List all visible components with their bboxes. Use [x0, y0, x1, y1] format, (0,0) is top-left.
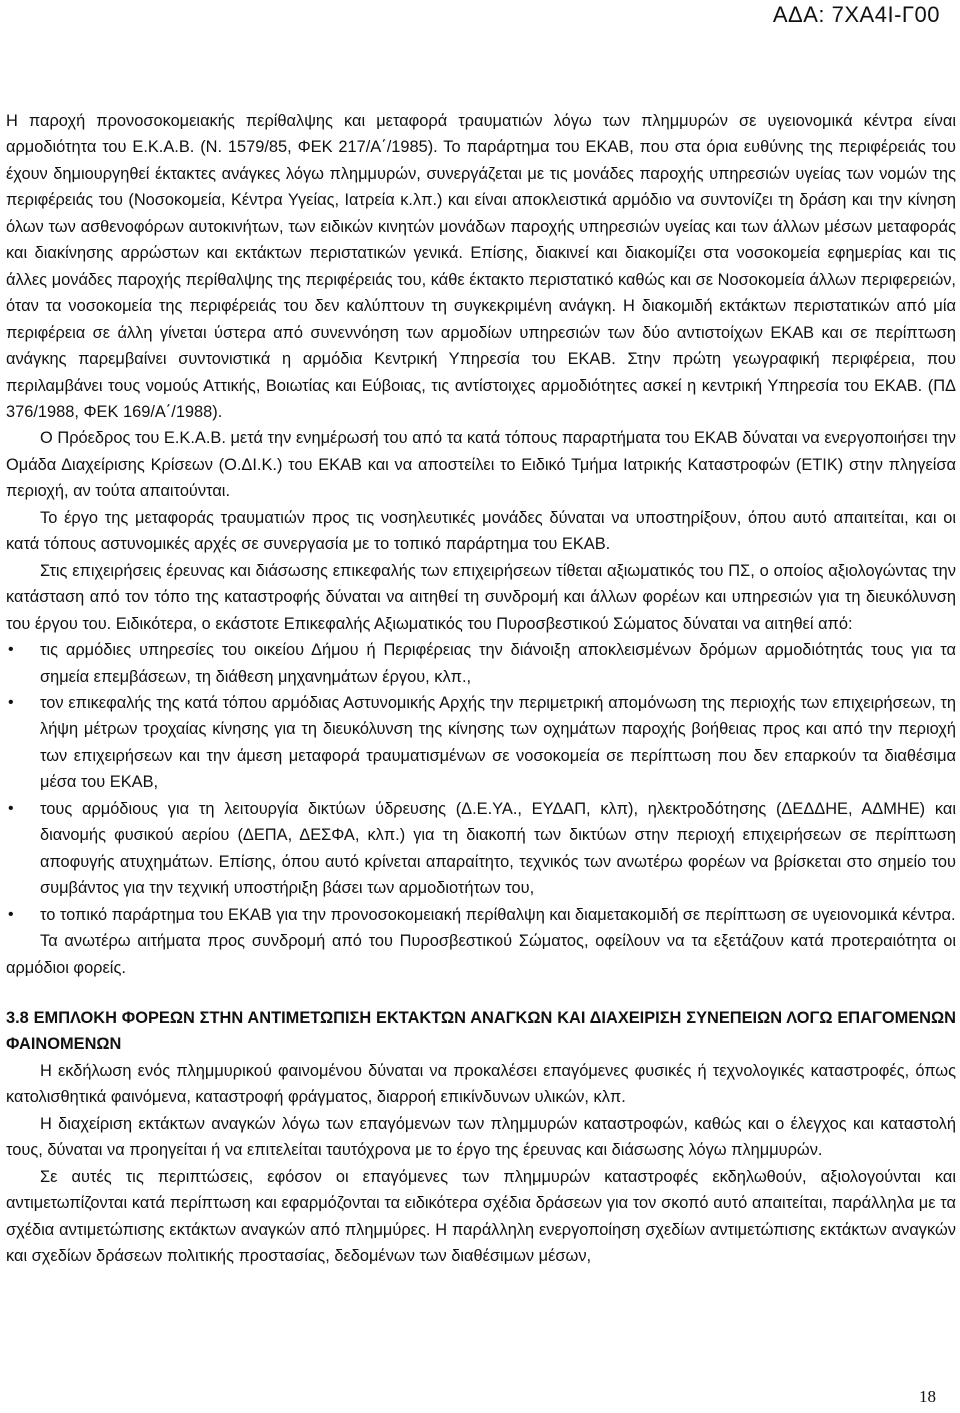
- paragraph-emergency-management: Η διαχείριση εκτάκτων αναγκών λόγω των επαγόμενων των πλημμυρών καταστροφών, καθώς και ο έλεγχος και καταστολή τους, δύναται να προηγείται ή να επιτελείται ταυτόχρονα με το έργο της έρευνας και διάσωσης λόγω πλημμυρών.: [6, 1114, 956, 1160]
- ada-code: ΑΔΑ: 7ΧΑ4Ι-Γ00: [772, 2, 940, 27]
- list-item: • τον επικεφαλής της κατά τόπου αρμόδιας Αστυνομικής Αρχής την περιμετρική απομόνωση της περιοχής των επιχειρήσεων, τη λήψη μέτρων τροχαίας κίνησης για τη διευκόλυνση της κίνησης των οχημάτων παροχής βοήθειας προς και από την περιοχή των επιχειρήσεων και την άμεση μεταφορά τραυματισμένων σε νοσοκομεία σε περίπτωση που δεν επαρκούν τα διαθέσιμα μέσα του ΕΚΑΒ,: [6, 690, 956, 796]
- paragraph-ekab-president: Ο Πρόεδρος του Ε.Κ.Α.Β. μετά την ενημέρωσή του από τα κατά τόπους παραρτήματα του ΕΚΑΒ δύναται να ενεργοποιήσει την Ομάδα Διαχείρισης Κρίσεων (Ο.ΔΙ.Κ.) του ΕΚΑΒ και να αποστείλει το Ειδικό Τμήμα Ιατρικής Καταστροφών (ΕΤΙΚ) στην πληγείσα περιοχή, αν τούτα απαιτούνται.: [6, 429, 956, 501]
- list-item: • τις αρμόδιες υπηρεσίες του οικείου Δήμου ή Περιφέρειας την διάνοιξη αποκλεισμένων δρόμων αρμοδιότητάς τους για τα σημεία επεμβάσεων, τη διάθεση μηχανημάτων έργου, κλπ.,: [6, 637, 956, 690]
- request-list: [6, 637, 956, 928]
- page-number: 18: [919, 1387, 936, 1406]
- document-body: [6, 108, 956, 1269]
- paragraph-priority: Τα ανωτέρω αιτήματα προς συνδρομή από του Πυροσβεστικού Σώματος, οφείλουν να τα εξετάζουν κατά προτεραιότητα οι αρμόδιοι φορείς.: [6, 932, 956, 977]
- paragraph-ekab-responsibility: Η παροχή προνοσοκομειακής περίθαλψης και μεταφορά τραυματιών λόγω των πλημμυρών σε υγειονομικά κέντρα είναι αρμοδιότητα του Ε.Κ.Α.Β. (Ν. 1579/85, ΦΕΚ 217/Α΄/1985). Το παράρτημα του ΕΚΑΒ, που στα όρια ευθύνης της περιφέρειάς του έχουν δημιουργηθεί έκτακτες ανάγκες λόγω πλημμυρών, συνεργάζεται με τις μονάδες παροχής υπηρεσιών υγείας των νομών της περιφέρειάς του (Νοσοκομεία, Κέντρα Υγείας, Ιατρεία κ.λπ.) και είναι αποκλειστικά αρμόδιο να συντονίζει τη δράση και την κίνηση όλων των ασθενοφόρων αυτοκινήτων, των ειδικών κινητών μονάδων παροχής υπηρεσιών υγείας και των άλλων μέσων μεταφοράς και διακίνησης αρρώστων και εκτάκτων περιστατικών γενικά. Επίσης, διακινεί και διακομίζει στα νοσοκομεία εφημερίας και τις άλλες μονάδες παροχής περίθαλψης της περιφέρειάς του, κάθε έκτακτο περιστατικό καθώς και σε Νοσοκομεία άλλων περιφερειών, όταν τα νοσοκομεία της περιφέρειάς του δεν καλύπτουν τη συγκεκριμένη ανάγκη. Η διακομιδή εκτάκτων περιστατικών από μία περιφέρεια σε άλλη γίνεται ύστερα από συνεννόηση των αρμοδίων υπηρεσιών των δύο αντιστοίχων ΕΚΑΒ και σε περίπτωση ανάγκης παρεμβαίνει συντονιστικά η αρμόδια Κεντρική Υπηρεσία του ΕΚΑΒ. Στην πρώτη γεωγραφική περιφέρεια, που περιλαμβάνει τους νομούς Αττικής, Βοιωτίας και Εύβοιας, τις αντίστοιχες αρμοδιότητες ασκεί η κεντρική Υπηρεσία του ΕΚΑΒ. (ΠΔ 376/1988, ΦΕΚ 169/Α΄/1988).: [6, 112, 956, 421]
- paragraph-induced-phenomena: Η εκδήλωση ενός πλημμυρικού φαινομένου δύναται να προκαλέσει επαγόμενες φυσικές ή τεχνολογικές καταστροφές, όπως κατολισθητικά φαινόμενα, καταστροφή φράγματος, διαρροή επικίνδυνων υλικών, κλπ.: [6, 1061, 956, 1107]
- paragraph-search-rescue: Στις επιχειρήσεις έρευνας και διάσωσης επικεφαλής των επιχειρήσεων τίθεται αξιωματικός του ΠΣ, ο οποίος αξιολογώντας την κατάσταση από τον τόπο της καταστροφής δύναται να αιτηθεί τη συνδρομή και άλλων φορέων και υπηρεσιών για τη διευκόλυνση του έργου του. Ειδικότερα, ο εκάστοτε Επικεφαλής Αξιωματικός του Πυροσβεστικού Σώματος δύναται να αιτηθεί από:: [6, 561, 956, 633]
- paragraph-parallel-plans: Σε αυτές τις περιπτώσεις, εφόσον οι επαγόμενες των πλημμυρών καταστροφές εκδηλωθούν, αξιολογούνται και αντιμετωπίζονται κατά περίπτωση και εφαρμόζονται τα ειδικότερα σχέδια δράσεων για τον σκοπό αυτό απαιτείται, παράλληλα με τα σχέδια αντιμετώπισης εκτάκτων αναγκών από πλημμύρες. Η παράλληλη ενεργοποίηση σχεδίων αντιμετώπισης εκτάκτων αναγκών και σχεδίων δράσεων πολιτικής προστασίας, δεδομένων των διαθέσιμων μέσων,: [6, 1167, 956, 1266]
- paragraph-police-transport: Το έργο της μεταφοράς τραυματιών προς τις νοσηλευτικές μονάδες δύναται να υποστηρίξουν, όπου αυτό απαιτείται, και οι κατά τόπους αστυνομικές αρχές σε συνεργασία με το τοπικό παράρτημα του ΕΚΑΒ.: [6, 508, 956, 554]
- spacer: [6, 981, 956, 1005]
- list-item: • τους αρμόδιους για τη λειτουργία δικτύων ύδρευσης (Δ.Ε.ΥΑ., ΕΥΔΑΠ, κλπ), ηλεκτροδότησης (ΔΕΔΔΗΕ, ΑΔΜΗΕ) και διανομής φυσικού αερίου (ΔΕΠΑ, ΔΕΣΦΑ, κλπ.) για τη διακοπή των δικτύων στην περιοχή επιχειρήσεων σε περίπτωση αποφυγής ατυχημάτων. Επίσης, όπου αυτό κρίνεται απαραίτητο, τεχνικός των ανωτέρω φορέων να βρίσκεται στο σημείο του συμβάντος για την τεχνική υποστήριξη βάσει των αρμοδιοτήτων του,: [6, 796, 956, 902]
- list-item: • το τοπικό παράρτημα του ΕΚΑΒ για την προνοσοκομειακή περίθαλψη και διαμετακομιδή σε περίπτωση σε υγειονομικά κέντρα.: [6, 902, 956, 928]
- section-heading: 3.8 ΕΜΠΛΟΚΗ ΦΟΡΕΩΝ ΣΤΗΝ ΑΝΤΙΜΕΤΩΠΙΣΗ ΕΚΤΑΚΤΩΝ ΑΝΑΓΚΩΝ ΚΑΙ ΔΙΑΧΕΙΡΙΣΗ ΣΥΝΕΠΕΙΩΝ ΛΟΓΩ ΕΠΑΓΟΜΕΝΩΝ ΦΑΙΝΟΜΕΝΩΝ: [6, 1008, 956, 1054]
